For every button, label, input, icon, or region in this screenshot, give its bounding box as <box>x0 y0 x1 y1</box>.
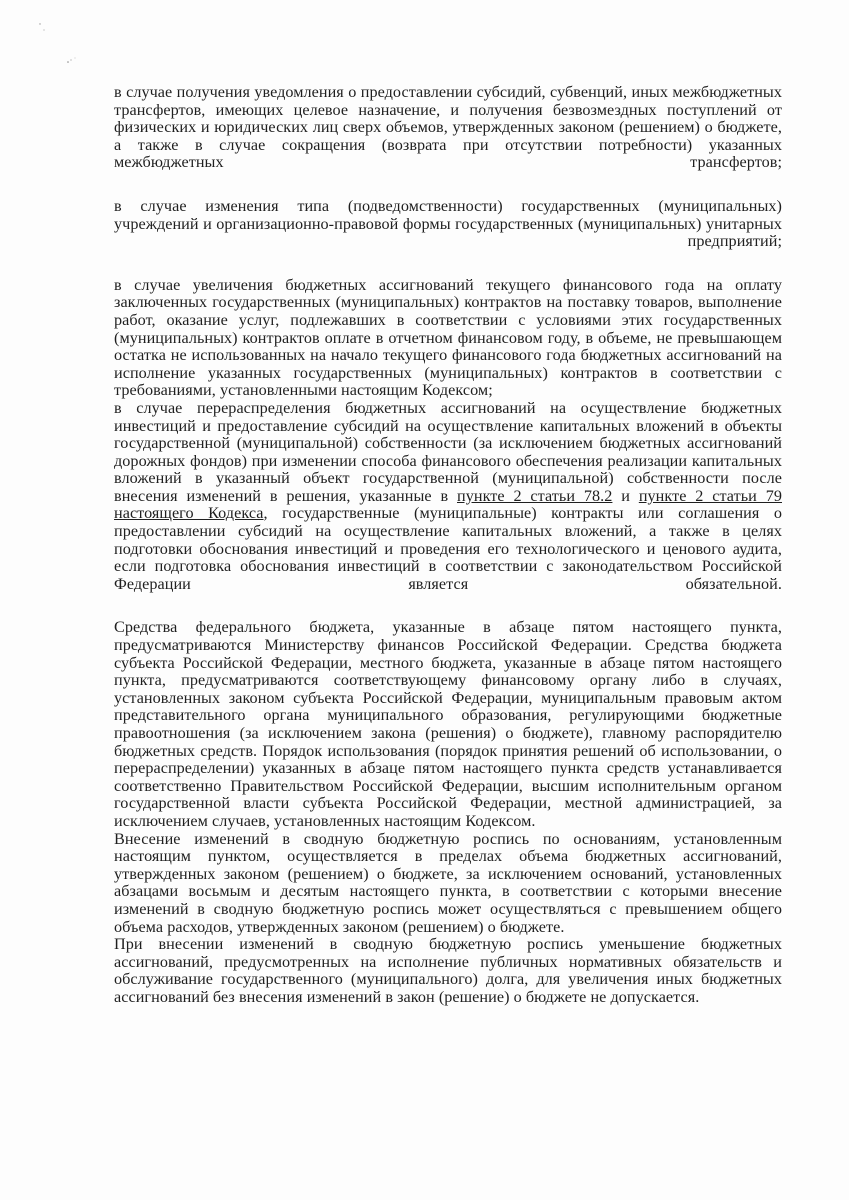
document-body <box>114 84 782 1007</box>
paragraph-investments-part2: и <box>612 486 639 505</box>
link-article-78-2[interactable]: пункте 2 статьи 78.2 <box>457 486 613 505</box>
paragraph-budget-changes: Внесение изменений в сводную бюджетную роспись по основаниям, установленным настоящим пунктом, осуществляется в пределах объема бюджетных ассигнований, утвержденных законом (решением) о бюджете, за исключением оснований, установленных абзацами восьмым и десятым настоящего пункта, в соответствии с которыми внесение изменений в сводную бюджетную роспись может осуществляться с превышением общего объема расходов, утвержденных законом (решением) о бюджете. <box>114 829 782 936</box>
paragraph-institution-type-tail: предприятий; <box>687 232 782 251</box>
paragraph-subsidies: в случае получения уведомления о предоставлении субсидий, субвенций, иных межбюджетных трансфертов, имеющих целевое назначение, и получения безвозмездных поступлений от физических и юридических лиц сверх объемов, утвержденных законом (решением) о бюджете, а также в случае сокращения (возврата при отсутствии потребности) указанных межбюджетных трансфертов; <box>114 83 782 172</box>
paragraph-federal-funds: Средства федерального бюджета, указанные в абзаце пятом настоящего пункта, предусматриваются Министерству финансов Российской Федерации. Средства бюджета субъекта Российской Федерации, местного бюджета, указанные в абзаце пятом настоящего пункта, предусматриваются соответствующему финансовому органу либо в случаях, установленных законом субъекта Российской Федерации, муниципальным правовым актом представительного органа муниципального образования, регулирующими бюджетные правоотношения (за исключением закона (решения) о бюджете), главному распорядителю бюджетных средств. Порядок использования (порядок принятия решений об использовании, о перераспределении) указанных в абзаце пятом настоящего пункта средств устанавливается соответственно Правительством Российской Федерации, высшим исполнительным органом государственной власти субъекта Российской Федерации, местной администрацией, за исключением случаев, установленных настоящим Кодексом. <box>114 618 782 830</box>
paragraph-investments <box>114 400 782 594</box>
paragraph-investments-part3: , государственные (муниципальные) контракты или соглашения о предоставлении субсидий на осуществление капитальных вложений, а также в целях подготовки обоснования инвестиций и проведения его технологического и ценового аудита, если подготовка обоснования инвестиций в соответствии с законодательством Российской Федерации является обязательной. <box>114 504 783 593</box>
paragraph-institution-type: в случае изменения типа (подведомственности) государственных (муниципальных) учреждений и организационно-правовой формы государственных (муниципальных) унитарных <box>114 196 782 233</box>
link-article-79[interactable]: пункте 2 статьи 79 настоящего Кодекса <box>114 486 782 523</box>
scan-specks <box>20 18 90 78</box>
paragraph-investments-part1: в случае перераспределения бюджетных ассигнований на осуществление бюджетных инвестиций и предоставление субсидий на осуществление капитальных вложений в объекты государственной (муниципальной) собственности (за исключением бюджетных ассигнований дорожных фондов) при изменении способа финансового обеспечения реализации капитальных вложений в указанный объект государственной (муниципальной) собственности после внесения изменений в решения, указанные в <box>114 398 782 505</box>
paragraph-contracts: в случае увеличения бюджетных ассигнований текущего финансового года на оплату заключенных государственных (муниципальных) контрактов на поставку товаров, выполнение работ, оказание услуг, подлежавших в соответствии с условиями этих государственных (муниципальных) контрактов оплате в отчетном финансовом году, в объеме, не превышающем остатка не использованных на начало текущего финансового года бюджетных ассигнований на исполнение указанных государственных (муниципальных) контрактов в соответствии с требованиями, установленными настоящим Кодексом; <box>114 275 782 400</box>
paragraph-public-obligations: При внесении изменений в сводную бюджетную роспись уменьшение бюджетных ассигнований, предусмотренных на исполнение публичных нормативных обязательств и обслуживание государственного (муниципального) долга, для увеличения иных бюджетных ассигнований без внесения изменений в закон (решение) о бюджете не допускается. <box>114 935 782 1006</box>
